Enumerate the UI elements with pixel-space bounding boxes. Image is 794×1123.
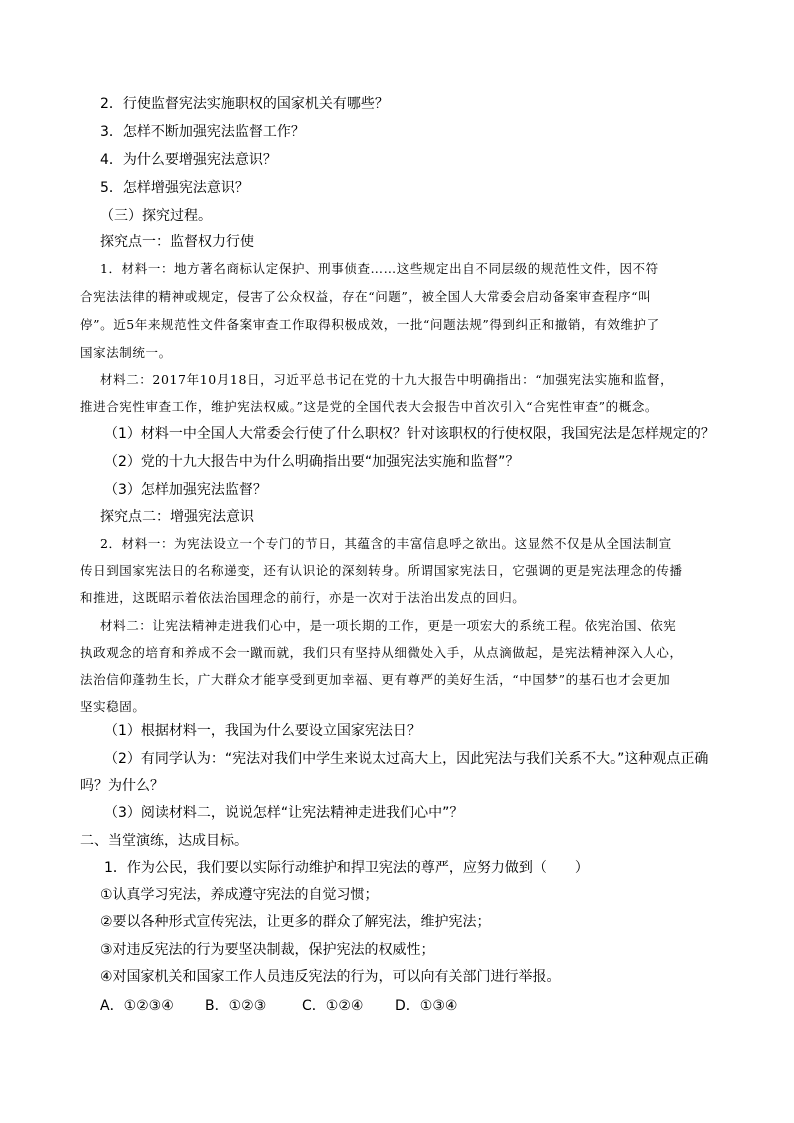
point2-subquestion-2-cont: 吗？为什么？ [80, 778, 164, 794]
point2-material2-line: 坚实稳固。 [80, 699, 146, 714]
practice-item-2: ②要以各种形式宣传宪法，让更多的群众了解宪法，维护宪法； [100, 914, 491, 930]
practice-item-4: ④对国家机关和国家工作人员违反宪法的行为，可以向有关部门进行举报。 [100, 969, 561, 985]
option-a: A．①②③④ [100, 998, 174, 1014]
practice-item-1: ①认真学习宪法，养成遵守宪法的自觉习惯； [100, 887, 379, 903]
point2-material1-line: 2．材料一：为宪法设立一个专门的节日，其蕴含的丰富信息呼之欲出。这显然不仅是从全国法制宣 [100, 536, 672, 551]
point1-subquestion-3: （3）怎样加强宪法监督？ [104, 482, 267, 498]
point2-material2-line: 材料二：让宪法精神走进我们心中，是一项长期的工作，更是一项宏大的系统工程。依宪治国、依宪 [100, 618, 677, 633]
point1-material1-line: 停”。近5年来规范性文件备案审查工作取得积极成效，一批“问题法规”得到纠正和撤销，有效维护了 [80, 317, 660, 332]
option-c: C．①②④ [302, 998, 364, 1014]
practice-item-3: ③对违反宪法的行为要坚决制裁，保护宪法的权威性； [100, 942, 435, 958]
question-4: 4．为什么要增强宪法意识？ [100, 152, 277, 168]
practice-question: 1．作为公民，我们要以实际行动维护和捍卫宪法的尊严，应努力做到（ ） [104, 860, 589, 876]
practice-heading: 二、当堂演练，达成目标。 [80, 833, 248, 849]
option-b: B．①②③ [205, 998, 267, 1014]
point2-title: 探究点二：增强宪法意识 [100, 509, 254, 525]
process-heading: （三）探究过程。 [100, 208, 212, 224]
point1-subquestion-2: （2）党的十九大报告中为什么明确指出要“加强宪法实施和监督”？ [104, 454, 520, 470]
point1-subquestion-1: （1）材料一中全国人大常委会行使了什么职权？针对该职权的行使权限，我国宪法是怎样规定的？ [104, 426, 715, 442]
point1-material1-line: 合宪法法律的精神或规定，侵害了公众权益，存在“问题”，被全国人大常委会启动备案审查程序“叫 [80, 289, 652, 304]
point1-title: 探究点一：监督权力行使 [100, 234, 254, 250]
point2-material2-line: 法治信仰蓬勃生长，广大群众才能享受到更加幸福、更有尊严的美好生活，“中国梦”的基石也才会更加 [80, 672, 671, 687]
point1-material1-line: 1．材料一：地方著名商标认定保护、刑事侦查……这些规定出自不同层级的规范性文件，因不符 [100, 261, 659, 276]
question-3: 3．怎样不断加强宪法监督工作？ [100, 124, 305, 140]
option-d: D．①③④ [395, 998, 458, 1014]
point2-material1-line: 和推进，这既昭示着依法治国理念的前行，亦是一次对于法治出发点的回归。 [80, 590, 526, 605]
point2-subquestion-2: （2）有同学认为：“宪法对我们中学生来说太过高大上，因此宪法与我们关系不大。”这种观点正确 [104, 751, 709, 767]
point2-material2-line: 执政观念的培育和养成不会一蹴而就，我们只有坚持从细微处入手，从点滴做起，是宪法精神深入人心， [80, 645, 683, 660]
point1-material1-line: 国家法制统一。 [80, 345, 172, 360]
point2-subquestion-3: （3）阅读材料二，说说怎样“让宪法精神走进我们心中”？ [104, 805, 464, 821]
point1-material2-line: 材料二：2017年10月18日，习近平总书记在党的十九大报告中明确指出：“加强宪法实施和监督， [100, 372, 674, 387]
question-2: 2．行使监督宪法实施职权的国家机关有哪些？ [100, 96, 389, 112]
point1-material2-line: 推进合宪性审查工作，维护宪法权威。”这是党的全国代表大会报告中首次引入“合宪性审查”的概念。 [80, 399, 659, 414]
point2-material1-line: 传日到国家宪法日的名称递变，还有认识论的深刻转身。所谓国家宪法日，它强调的更是宪法理念的传播 [80, 563, 683, 578]
question-5: 5．怎样增强宪法意识？ [100, 180, 249, 196]
point2-subquestion-1: （1）根据材料一，我国为什么要设立国家宪法日？ [104, 723, 421, 739]
